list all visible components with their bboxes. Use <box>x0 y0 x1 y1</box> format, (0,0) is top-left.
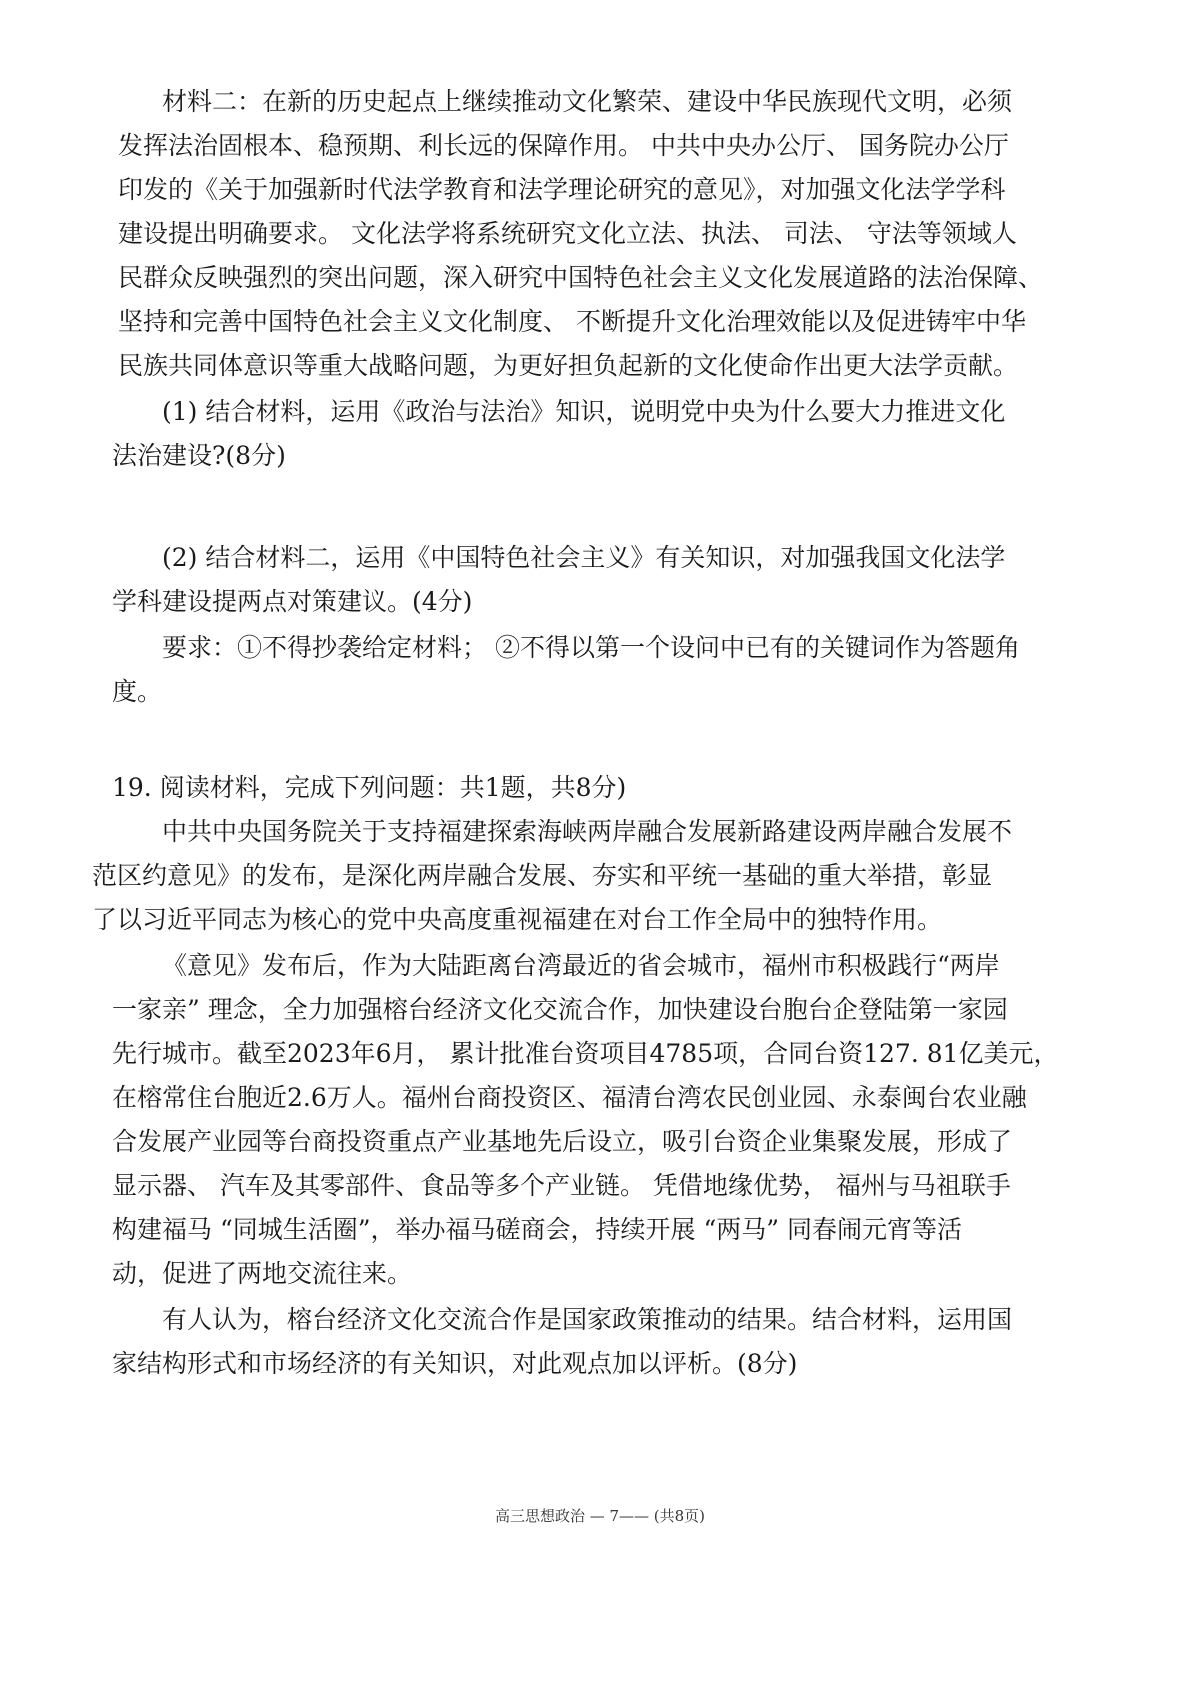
question-19-header: 19. 阅读材料，完成下列问题：共1题，共8分) <box>112 773 627 802</box>
text-line: 家结构形式和市场经济的有关知识，对此观点加以评析。(8分) <box>112 1349 798 1378</box>
text-line: 建设提出明确要求。 文化法学将系统研究文化立法、执法、 司法、 守法等领域人 <box>118 219 1017 248</box>
text-line: (1) 结合材料，运用《政治与法治》知识，说明党中央为什么要大力推进文化 <box>162 397 1006 426</box>
text-line: 中共中央国务院关于支持福建探索海峡两岸融合发展新路建设两岸融合发展不 <box>162 817 1013 846</box>
text-line: 在榕常住台胞近2.6万人。福州台商投资区、福清台湾农民创业园、永泰闽台农业融 <box>112 1083 1027 1112</box>
text-line: 显示器、 汽车及其零部件、食品等多个产业链。 凭借地缘优势， 福州与马祖联手 <box>112 1171 1011 1200</box>
text-line: 一家亲” 理念，全力加强榕台经济文化交流合作，加快建设台胞台企登陆第一家园 <box>112 995 1008 1024</box>
text-line: 要求：①不得抄袭给定材料； ②不得以第一个设问中已有的关键词作为答题角 <box>162 633 1020 662</box>
text-line: 坚持和完善中国特色社会主义文化制度、 不断提升文化治理效能以及促进铸牢中华 <box>118 307 1026 336</box>
text-line: 印发的《关于加强新时代法学教育和法学理论研究的意见》，对加强文化法学学科 <box>118 175 1006 204</box>
text-line: 动，促进了两地交流往来。 <box>112 1259 413 1288</box>
text-line: 先行城市。截至2023年6月， 累计批准台资项目4785项，合同台资127. 81亿美元， <box>112 1039 1059 1068</box>
page-footer: 高三思想政治 — 7—— (共8页) <box>494 1507 706 1525</box>
text-line: 有人认为，榕台经济文化交流合作是国家政策推动的结果。结合材料，运用国 <box>162 1305 1013 1334</box>
text-line: 范区约意见》的发布，是深化两岸融合发展、夯实和平统一基础的重大举措，彰显 <box>92 861 993 890</box>
text-line: 度。 <box>112 677 163 706</box>
text-line: 民群众反映强烈的突出问题，深入研究中国特色社会主义文化发展道路的法治保障、 <box>118 263 1044 292</box>
text-line: (2) 结合材料二，运用《中国特色社会主义》有关知识，对加强我国文化法学 <box>162 543 1006 572</box>
text-line: 法治建设?(8分) <box>112 441 286 470</box>
text-line: 《意见》发布后，作为大陆距离台湾最近的省会城市，福州市积极践行“两岸 <box>162 951 1000 980</box>
text-line: 构建福马 “同城生活圈”，举办福马磋商会，持续开展 “两马” 同春闹元宵等活 <box>112 1215 962 1244</box>
text-line: 学科建设提两点对策建议。(4分) <box>112 587 473 616</box>
text-line: 了以习近平同志为核心的党中央高度重视福建在对台工作全局中的独特作用。 <box>92 905 943 934</box>
text-line: 民族共同体意识等重大战略问题，为更好担负起新的文化使命作出更大法学贡献。 <box>118 351 1019 380</box>
text-line: 合发展产业园等台商投资重点产业基地先后设立，吸引台资企业集聚发展，形成了 <box>112 1127 1013 1156</box>
text-line: 材料二：在新的历史起点上继续推动文化繁荣、建设中华民族现代文明，必须 <box>162 87 1013 116</box>
text-line: 发挥法治固根本、稳预期、利长远的保障作用。 中共中央办公厅、 国务院办公厅 <box>118 131 1009 160</box>
